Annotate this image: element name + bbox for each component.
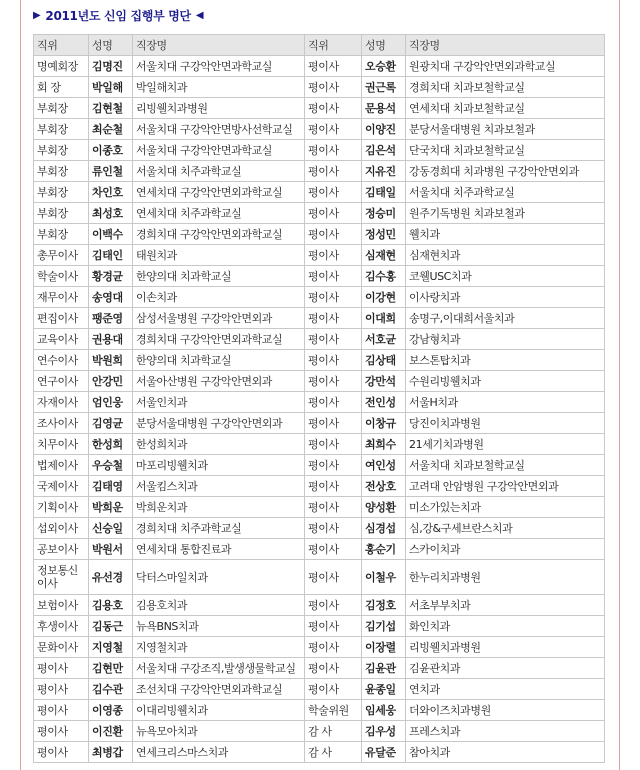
workplace-cell: 서울아산병원 구강악안면외과 <box>133 371 305 392</box>
position-cell: 평이사 <box>305 203 362 224</box>
name-cell: 황경균 <box>89 266 133 287</box>
name-cell: 유선경 <box>89 560 133 595</box>
position-cell: 부회장 <box>34 161 89 182</box>
table-row <box>34 497 605 518</box>
workplace-cell: 경희치대 치주과학교실 <box>133 518 305 539</box>
table-row <box>34 245 605 266</box>
position-cell: 평이사 <box>34 721 89 742</box>
name-cell: 최희수 <box>362 434 406 455</box>
workplace-cell: 서울인치과 <box>133 392 305 413</box>
position-cell: 기획이사 <box>34 497 89 518</box>
name-cell: 박원서 <box>89 539 133 560</box>
name-cell: 김명진 <box>89 56 133 77</box>
name-cell: 김수관 <box>89 679 133 700</box>
workplace-cell: 서울치대 구강악안면과학교실 <box>133 140 305 161</box>
name-cell: 서호균 <box>362 329 406 350</box>
table-row <box>34 224 605 245</box>
name-cell: 김정호 <box>362 595 406 616</box>
position-cell: 부회장 <box>34 140 89 161</box>
workplace-cell: 강남형치과 <box>406 329 605 350</box>
name-cell: 이종호 <box>89 140 133 161</box>
workplace-cell: 21세기치과병원 <box>406 434 605 455</box>
workplace-cell: 서울치대 구강악안면방사선학교실 <box>133 119 305 140</box>
table-row <box>34 287 605 308</box>
workplace-cell: 송명구,이대희서울치과 <box>406 308 605 329</box>
workplace-cell: 연세크리스마스치과 <box>133 742 305 763</box>
table-row <box>34 371 605 392</box>
workplace-cell: 심재현치과 <box>406 245 605 266</box>
workplace-cell: 경희치대 구강악안면외과학교실 <box>133 224 305 245</box>
workplace-cell: 강동경희대 치과병원 구강악안면외과 <box>406 161 605 182</box>
name-cell: 우승철 <box>89 455 133 476</box>
position-cell: 조사이사 <box>34 413 89 434</box>
position-cell: 평이사 <box>305 560 362 595</box>
name-cell: 최성호 <box>89 203 133 224</box>
workplace-cell: 연세치대 치과보철학교실 <box>406 98 605 119</box>
position-cell: 평이사 <box>305 56 362 77</box>
table-row <box>34 742 605 763</box>
position-cell: 학술이사 <box>34 266 89 287</box>
name-cell: 정승미 <box>362 203 406 224</box>
position-cell: 평이사 <box>305 455 362 476</box>
position-cell: 평이사 <box>305 329 362 350</box>
table-row <box>34 413 605 434</box>
table-row <box>34 308 605 329</box>
workplace-cell: 한성희치과 <box>133 434 305 455</box>
position-cell: 법제이사 <box>34 455 89 476</box>
name-cell: 이철우 <box>362 560 406 595</box>
table-row <box>34 700 605 721</box>
table-row <box>34 77 605 98</box>
name-cell: 이창규 <box>362 413 406 434</box>
position-cell: 평이사 <box>305 658 362 679</box>
name-cell: 전인성 <box>362 392 406 413</box>
workplace-cell: 분당서울대병원 구강악안면외과 <box>133 413 305 434</box>
name-cell: 최병갑 <box>89 742 133 763</box>
name-cell: 김기섭 <box>362 616 406 637</box>
table-row <box>34 329 605 350</box>
workplace-cell: 고려대 안암병원 구강악안면외과 <box>406 476 605 497</box>
name-cell: 엄인웅 <box>89 392 133 413</box>
position-cell: 평이사 <box>305 392 362 413</box>
workplace-cell: 서울치대 치주과학교실 <box>406 182 605 203</box>
name-cell: 김상태 <box>362 350 406 371</box>
position-cell: 연구이사 <box>34 371 89 392</box>
workplace-cell: 마포리빙웰치과 <box>133 455 305 476</box>
name-cell: 김현철 <box>89 98 133 119</box>
name-cell: 김영균 <box>89 413 133 434</box>
workplace-cell: 연세치대 통합진료과 <box>133 539 305 560</box>
position-cell: 평이사 <box>305 497 362 518</box>
name-cell: 오승환 <box>362 56 406 77</box>
position-cell: 명예회장 <box>34 56 89 77</box>
workplace-cell: 한양의대 치과학교실 <box>133 266 305 287</box>
table-row <box>34 560 605 595</box>
name-cell: 이장렬 <box>362 637 406 658</box>
workplace-cell: 경희치대 구강악안면외과학교실 <box>133 329 305 350</box>
name-cell: 여인성 <box>362 455 406 476</box>
name-cell: 전상호 <box>362 476 406 497</box>
name-cell: 홍순기 <box>362 539 406 560</box>
table-row <box>34 119 605 140</box>
table-row <box>34 721 605 742</box>
header-name: 성명 <box>362 35 406 56</box>
workplace-cell: 연치과 <box>406 679 605 700</box>
table-row <box>34 161 605 182</box>
workplace-cell: 김윤관치과 <box>406 658 605 679</box>
workplace-cell: 지영철치과 <box>133 637 305 658</box>
workplace-cell: 참아치과 <box>406 742 605 763</box>
name-cell: 문용석 <box>362 98 406 119</box>
workplace-cell: 박일해치과 <box>133 77 305 98</box>
position-cell: 자재이사 <box>34 392 89 413</box>
position-cell: 후생이사 <box>34 616 89 637</box>
workplace-cell: 서울킴스치과 <box>133 476 305 497</box>
workplace-cell: 단국치대 치과보철학교실 <box>406 140 605 161</box>
name-cell: 지영철 <box>89 637 133 658</box>
name-cell: 김우성 <box>362 721 406 742</box>
table-row <box>34 476 605 497</box>
workplace-cell: 연세치대 치주과학교실 <box>133 203 305 224</box>
position-cell: 교육이사 <box>34 329 89 350</box>
name-cell: 이영종 <box>89 700 133 721</box>
position-cell: 평이사 <box>305 476 362 497</box>
name-cell: 차인호 <box>89 182 133 203</box>
name-cell: 박일해 <box>89 77 133 98</box>
workplace-cell: 원주기독병원 치과보철과 <box>406 203 605 224</box>
page-title-text: 2011년도 신임 집행부 명단 <box>45 8 191 23</box>
position-cell: 평이사 <box>34 742 89 763</box>
name-cell: 김태영 <box>89 476 133 497</box>
name-cell: 이대희 <box>362 308 406 329</box>
workplace-cell: 이대리빙웰치과 <box>133 700 305 721</box>
workplace-cell: 원광치대 구강악안면외과학교실 <box>406 56 605 77</box>
workplace-cell: 한양의대 치과학교실 <box>133 350 305 371</box>
workplace-cell: 스카이치과 <box>406 539 605 560</box>
workplace-cell: 심,강&구세브란스치과 <box>406 518 605 539</box>
name-cell: 박원희 <box>89 350 133 371</box>
name-cell: 김수홍 <box>362 266 406 287</box>
table-row <box>34 595 605 616</box>
table-row <box>34 140 605 161</box>
position-cell: 평이사 <box>305 518 362 539</box>
position-cell: 평이사 <box>305 161 362 182</box>
workplace-cell: 닥터스마일치과 <box>133 560 305 595</box>
name-cell: 김태인 <box>89 245 133 266</box>
position-cell: 국제이사 <box>34 476 89 497</box>
position-cell: 평이사 <box>305 637 362 658</box>
name-cell: 권용대 <box>89 329 133 350</box>
workplace-cell: 분당서울대병원 치과보철과 <box>406 119 605 140</box>
position-cell: 평이사 <box>305 308 362 329</box>
table-row <box>34 518 605 539</box>
table-row <box>34 350 605 371</box>
name-cell: 김동근 <box>89 616 133 637</box>
workplace-cell: 수원리빙웰치과 <box>406 371 605 392</box>
workplace-cell: 서초부부치과 <box>406 595 605 616</box>
table-row <box>34 434 605 455</box>
name-cell: 심경섭 <box>362 518 406 539</box>
table-row <box>34 98 605 119</box>
position-cell: 부회장 <box>34 119 89 140</box>
header-position: 직위 <box>34 35 89 56</box>
workplace-cell: 삼성서울병원 구강악안면외과 <box>133 308 305 329</box>
table-row <box>34 637 605 658</box>
workplace-cell: 더와이즈치과병원 <box>406 700 605 721</box>
name-cell: 이강현 <box>362 287 406 308</box>
position-cell: 감 사 <box>305 742 362 763</box>
position-cell: 평이사 <box>305 371 362 392</box>
position-cell: 평이사 <box>305 595 362 616</box>
name-cell: 이진환 <box>89 721 133 742</box>
position-cell: 학술위원 <box>305 700 362 721</box>
table-row <box>34 539 605 560</box>
position-cell: 평이사 <box>305 539 362 560</box>
workplace-cell: 뉴욕모아치과 <box>133 721 305 742</box>
name-cell: 지유진 <box>362 161 406 182</box>
name-cell: 양성환 <box>362 497 406 518</box>
position-cell: 보험이사 <box>34 595 89 616</box>
table-row <box>34 56 605 77</box>
name-cell: 임세웅 <box>362 700 406 721</box>
name-cell: 송영대 <box>89 287 133 308</box>
position-cell: 부회장 <box>34 224 89 245</box>
position-cell: 평이사 <box>305 182 362 203</box>
board-member-table <box>33 34 605 763</box>
workplace-cell: 서울치대 치주과학교실 <box>133 161 305 182</box>
position-cell: 평이사 <box>305 98 362 119</box>
workplace-cell: 이사랑치과 <box>406 287 605 308</box>
name-cell: 류인철 <box>89 161 133 182</box>
table-row <box>34 616 605 637</box>
workplace-cell: 이손치과 <box>133 287 305 308</box>
table-row <box>34 203 605 224</box>
position-cell: 공보이사 <box>34 539 89 560</box>
table-row <box>34 266 605 287</box>
workplace-cell: 조선치대 구강악안면외과학교실 <box>133 679 305 700</box>
workplace-cell: 당진이치과병원 <box>406 413 605 434</box>
name-cell: 김윤관 <box>362 658 406 679</box>
workplace-cell: 프레스치과 <box>406 721 605 742</box>
workplace-cell: 뉴욕BNS치과 <box>133 616 305 637</box>
position-cell: 평이사 <box>305 266 362 287</box>
position-cell: 부회장 <box>34 98 89 119</box>
position-cell: 총무이사 <box>34 245 89 266</box>
name-cell: 김은석 <box>362 140 406 161</box>
table-row <box>34 658 605 679</box>
table-row <box>34 455 605 476</box>
name-cell: 강만석 <box>362 371 406 392</box>
position-cell: 평이사 <box>305 679 362 700</box>
name-cell: 박희운 <box>89 497 133 518</box>
position-cell: 평이사 <box>305 350 362 371</box>
page-title <box>33 7 203 23</box>
name-cell: 권근록 <box>362 77 406 98</box>
table-row <box>34 182 605 203</box>
position-cell: 정보통신이사 <box>34 560 89 595</box>
name-cell: 한성희 <box>89 434 133 455</box>
position-cell: 재무이사 <box>34 287 89 308</box>
header-name: 성명 <box>89 35 133 56</box>
header-position: 직위 <box>305 35 362 56</box>
position-cell: 회 장 <box>34 77 89 98</box>
table-row <box>34 679 605 700</box>
name-cell: 이백수 <box>89 224 133 245</box>
workplace-cell: 웰치과 <box>406 224 605 245</box>
position-cell: 치무이사 <box>34 434 89 455</box>
workplace-cell: 서울치대 구강악안면과학교실 <box>133 56 305 77</box>
table-body <box>34 56 605 763</box>
workplace-cell: 태원치과 <box>133 245 305 266</box>
name-cell: 김용호 <box>89 595 133 616</box>
table-header-row <box>34 35 605 56</box>
position-cell: 섭외이사 <box>34 518 89 539</box>
name-cell: 김현만 <box>89 658 133 679</box>
position-cell: 연수이사 <box>34 350 89 371</box>
name-cell: 팽준영 <box>89 308 133 329</box>
workplace-cell: 서울H치과 <box>406 392 605 413</box>
name-cell: 심재현 <box>362 245 406 266</box>
workplace-cell: 김용호치과 <box>133 595 305 616</box>
workplace-cell: 서울치대 치과보철학교실 <box>406 455 605 476</box>
name-cell: 정성민 <box>362 224 406 245</box>
position-cell: 평이사 <box>305 140 362 161</box>
position-cell: 평이사 <box>34 658 89 679</box>
name-cell: 이양진 <box>362 119 406 140</box>
position-cell: 감 사 <box>305 721 362 742</box>
workplace-cell: 경희치대 치과보철학교실 <box>406 77 605 98</box>
workplace-cell: 박희운치과 <box>133 497 305 518</box>
right-triangle-icon: ▶ <box>33 9 41 21</box>
header-workplace: 직장명 <box>133 35 305 56</box>
position-cell: 평이사 <box>305 413 362 434</box>
position-cell: 평이사 <box>305 434 362 455</box>
header-workplace: 직장명 <box>406 35 605 56</box>
workplace-cell: 서울치대 구강조직,발생생물학교실 <box>133 658 305 679</box>
position-cell: 평이사 <box>34 679 89 700</box>
position-cell: 부회장 <box>34 182 89 203</box>
name-cell: 유달준 <box>362 742 406 763</box>
position-cell: 평이사 <box>305 119 362 140</box>
table-row <box>34 392 605 413</box>
position-cell: 평이사 <box>34 700 89 721</box>
position-cell: 평이사 <box>305 287 362 308</box>
position-cell: 평이사 <box>305 77 362 98</box>
name-cell: 김태일 <box>362 182 406 203</box>
workplace-cell: 보스톤탑치과 <box>406 350 605 371</box>
name-cell: 윤종일 <box>362 679 406 700</box>
workplace-cell: 한누리치과병원 <box>406 560 605 595</box>
workplace-cell: 미소가있는치과 <box>406 497 605 518</box>
left-triangle-icon: ◀ <box>195 9 204 21</box>
workplace-cell: 화인치과 <box>406 616 605 637</box>
position-cell: 평이사 <box>305 224 362 245</box>
workplace-cell: 리빙웰치과병원 <box>133 98 305 119</box>
workplace-cell: 연세치대 구강악안면외과학교실 <box>133 182 305 203</box>
name-cell: 최순철 <box>89 119 133 140</box>
name-cell: 신승일 <box>89 518 133 539</box>
position-cell: 편집이사 <box>34 308 89 329</box>
workplace-cell: 리빙웰치과병원 <box>406 637 605 658</box>
workplace-cell: 코웰USC치과 <box>406 266 605 287</box>
position-cell: 평이사 <box>305 616 362 637</box>
position-cell: 평이사 <box>305 245 362 266</box>
position-cell: 문화이사 <box>34 637 89 658</box>
position-cell: 부회장 <box>34 203 89 224</box>
name-cell: 안강민 <box>89 371 133 392</box>
